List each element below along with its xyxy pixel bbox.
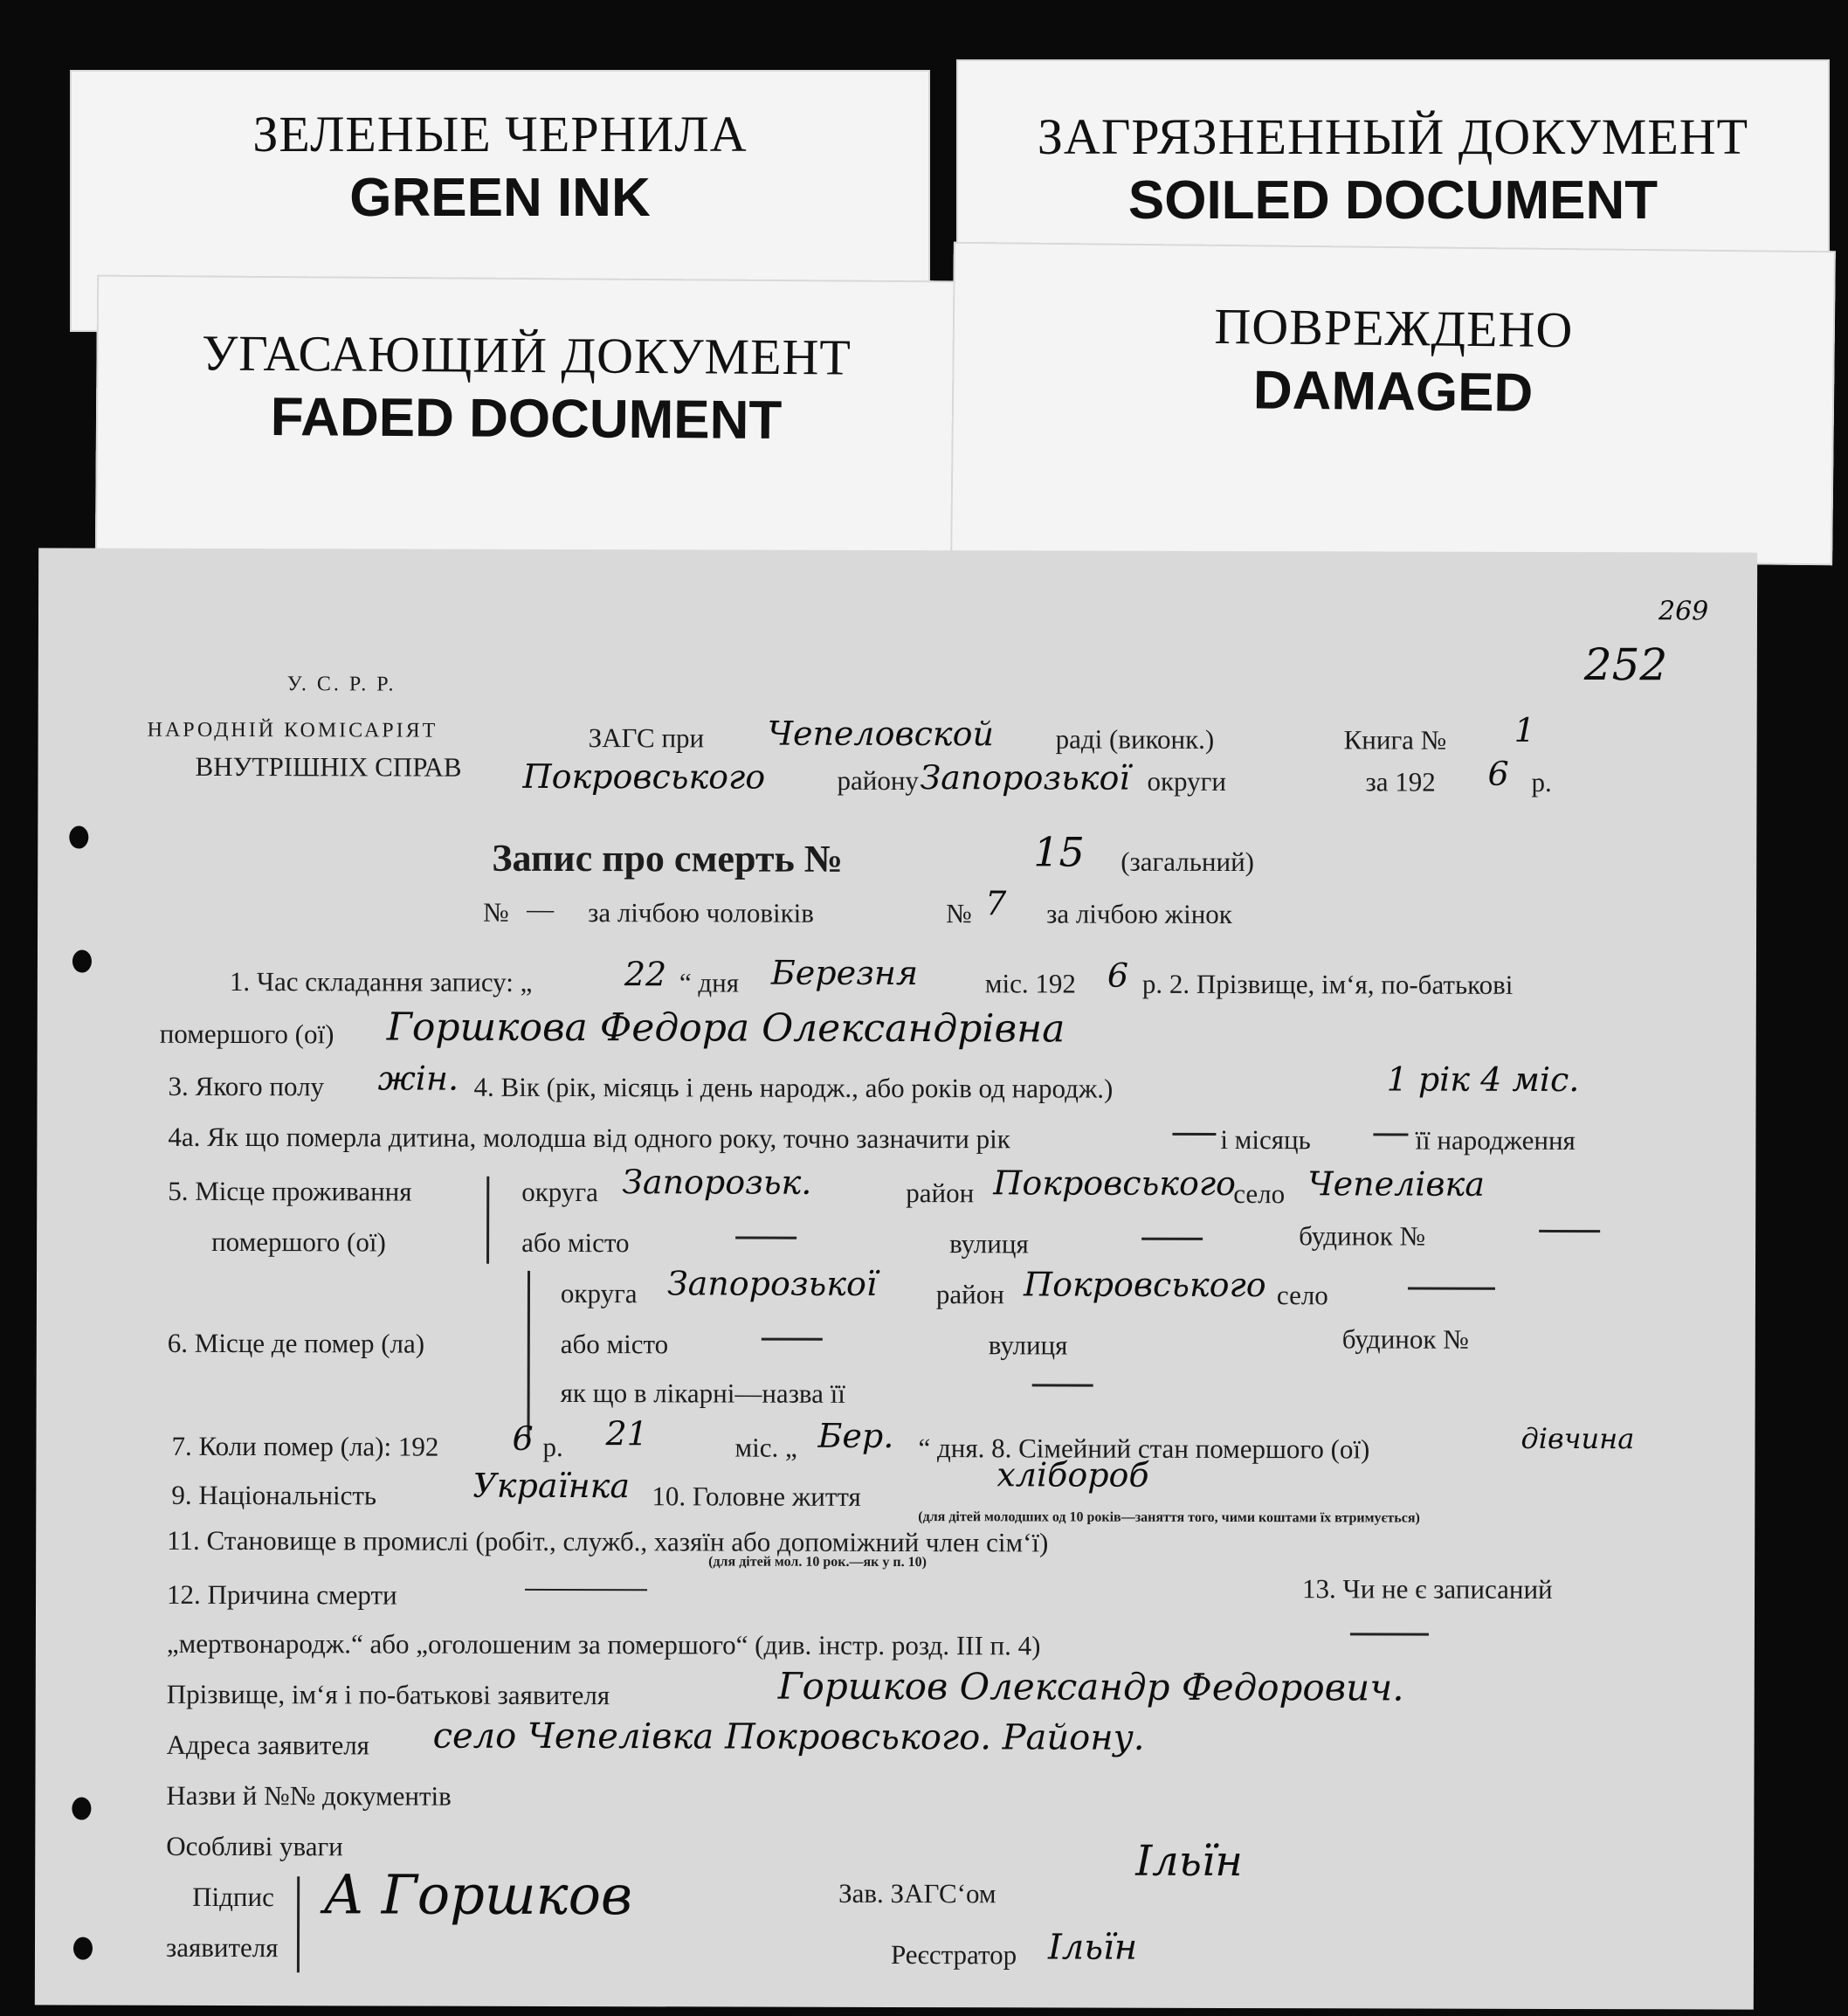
okruga-label: округи: [1147, 765, 1227, 797]
vul-label: вулиця: [988, 1329, 1068, 1361]
death-place-label: 6. Місце де помер (ла): [167, 1327, 425, 1359]
label-en: FADED DOCUMENT: [270, 386, 783, 452]
misto-label: або місто: [560, 1328, 669, 1360]
deceased-label: помершого (ої): [159, 1018, 334, 1050]
record-general: (загальний): [1121, 846, 1255, 878]
commissariat-line1: НАРОДНІЙ КОМІСАРІЯТ: [147, 718, 438, 742]
infant-birth-label: її народження: [1415, 1124, 1576, 1156]
address-label: Адреса заявителя: [166, 1729, 370, 1761]
archive-number-top: 269: [1658, 596, 1709, 627]
label-card-faded: [95, 275, 957, 570]
okruga-value: Запорозьк.: [622, 1163, 812, 1202]
signature-label2: заявителя: [165, 1931, 279, 1964]
death-date-label-a: 7. Коли помер (ла): 192: [171, 1430, 439, 1462]
selo-value: Чепелівка: [1307, 1164, 1485, 1204]
industry-status-label: 11. Становище в промислі (робіт., служб., хазяїн або допоміжний член сім‘ї): [167, 1524, 1049, 1558]
punch-hole: [73, 1937, 93, 1960]
nationality-value: Українка: [472, 1466, 631, 1506]
notes-label: Особливі уваги: [166, 1830, 343, 1862]
commissariat-line2: ВНУТРІШНІХ СПРАВ: [195, 750, 462, 783]
okruga-value: Запорозької: [666, 1264, 878, 1303]
line1-c: міс. 192: [984, 968, 1076, 999]
address-value: село Чепелівка Покровського. Району.: [432, 1716, 1145, 1758]
dash: [1539, 1230, 1600, 1232]
district-place: Покровського: [522, 756, 766, 797]
rayon-value: Покровського: [993, 1163, 1237, 1204]
form-title: Запис про смерть №: [492, 836, 844, 880]
stillborn-text: „мертвонародж.“ або „оголошеним за помершого“ (див. інстр. розд. III п. 4): [166, 1627, 1041, 1661]
declarant-signature: А Горшков: [323, 1862, 633, 1928]
okruga-label: округа: [560, 1277, 638, 1309]
zags-prefix: ЗАГС при: [588, 722, 705, 754]
male-label: за лічбою чоловіків: [588, 897, 814, 929]
registrar-signature: Ільїн: [1047, 1927, 1138, 1968]
label-en: DAMAGED: [1252, 360, 1534, 424]
year-suffix: р.: [1531, 766, 1552, 797]
residence-label2: помершого (ої): [211, 1225, 386, 1258]
age-value: 1 рік 4 міс.: [1386, 1060, 1580, 1100]
declarant-label: Прізвище, ім‘я і по-батькові заявителя: [166, 1678, 610, 1711]
book-label: Книга №: [1343, 724, 1447, 756]
label-ru: ЗЕЛЕНЫЕ ЧЕРНИЛА: [252, 106, 748, 162]
line1-day: 22: [624, 955, 667, 994]
dash: [1172, 1133, 1216, 1136]
year-digit: 6: [1487, 754, 1509, 793]
punch-hole: [72, 1798, 91, 1820]
rayon-label: район: [935, 1279, 1004, 1310]
bracket: [528, 1271, 531, 1442]
vul-label: вулиця: [949, 1228, 1029, 1260]
label-card-damaged: [950, 242, 1836, 566]
female-prefix: №: [946, 898, 972, 929]
nationality-label: 9. Національність: [171, 1479, 377, 1511]
occupation-note: (для дітей молодших од 10 років—заняття того, чими коштами їх втримується): [918, 1509, 1420, 1526]
book-number: 1: [1514, 710, 1535, 749]
death-date-label-b: р.: [542, 1431, 563, 1463]
line1-b: “ дня: [679, 967, 740, 998]
record-number: 15: [1033, 828, 1085, 876]
female-value: 7: [985, 884, 1007, 923]
line1-month: Березня: [770, 953, 919, 993]
label-ru: УГАСАЮЩИЙ ДОКУМЕНТ: [201, 324, 852, 386]
female-label: за лічбою жінок: [1046, 898, 1232, 930]
death-record-form: [35, 548, 1757, 2009]
okruga-label: округа: [521, 1176, 598, 1208]
sex-value: жін.: [377, 1059, 459, 1098]
line1-a: 1. Час складання запису: „: [229, 966, 533, 998]
bud-label: будинок №: [1299, 1220, 1426, 1252]
dash: [1350, 1633, 1429, 1635]
bracket: [486, 1177, 489, 1264]
label-en: GREEN INK: [349, 168, 651, 228]
infant-label: 4а. Як що померла дитина, молодша від одного року, точно зазначити рік: [168, 1121, 1010, 1155]
dash: [525, 1589, 647, 1591]
hospital-label: як що в лікарні—назва її: [560, 1377, 845, 1409]
zags-place: Чепеловской: [767, 714, 995, 754]
punch-hole: [72, 950, 92, 973]
death-day: 21: [605, 1414, 648, 1453]
bud-label: будинок №: [1341, 1323, 1469, 1355]
residence-label1: 5. Місце проживання: [168, 1175, 412, 1207]
docs-label: Назви й №№ документів: [166, 1779, 452, 1812]
head-signature: Ільїн: [1135, 1836, 1243, 1887]
bracket: [297, 1876, 300, 1972]
signature-label1: Підпис: [192, 1881, 274, 1913]
selo-label: село: [1276, 1280, 1328, 1311]
rayon-label: район: [906, 1177, 975, 1209]
label-en: SOILED DOCUMENT: [1127, 170, 1658, 231]
head-label: Зав. ЗАГС‘ом: [838, 1877, 996, 1909]
declarant-value: Горшков Олександр Федорович.: [777, 1664, 1404, 1709]
line1-year: 6: [1107, 956, 1129, 995]
death-date-label-c: міс. „: [734, 1432, 797, 1463]
infant-month-label: і місяць: [1220, 1123, 1311, 1156]
year-prefix: за 192: [1365, 766, 1436, 797]
occupation-label: 10. Головне життя: [652, 1481, 861, 1512]
industry-status-note: (для дітей мол. 10 рок.—як у п. 10): [708, 1554, 927, 1571]
deceased-name: Горшкова Федора Олександрівна: [386, 1005, 1065, 1052]
label-ru: ПОВРЕЖДЕНО: [1214, 297, 1574, 359]
district-label: району: [837, 764, 919, 797]
misto-label: або місто: [521, 1226, 630, 1259]
dash: [735, 1237, 796, 1239]
archive-number: 252: [1583, 639, 1668, 691]
registrar-label: Реєстратор: [890, 1938, 1017, 1971]
label-ru: ЗАГРЯЗНЕННЫЙ ДОКУМЕНТ: [1037, 108, 1749, 165]
stillborn-label: 13. Чи не є записаний: [1302, 1573, 1553, 1605]
marital-status: дівчина: [1520, 1421, 1635, 1456]
occupation-value: хлібороб: [996, 1455, 1149, 1495]
male-prefix: №: [483, 896, 509, 928]
dash: [762, 1338, 823, 1341]
age-label: 4. Вік (рік, місяць і день народж., або років од народж.): [473, 1071, 1114, 1104]
dash: [1032, 1384, 1093, 1386]
cause-label: 12. Причина смерти: [167, 1578, 397, 1611]
dash: [1141, 1238, 1203, 1240]
dash: [1373, 1133, 1408, 1136]
line1-d: р. 2. Прізвище, ім‘я, по-батькові: [1141, 968, 1514, 1000]
death-date-label-d: “ дня. 8. Сімейний стан помершого (ої): [918, 1433, 1370, 1465]
male-value: —: [527, 893, 555, 924]
punch-hole: [69, 826, 88, 849]
ussr-header: У. С. Р. Р.: [286, 673, 396, 696]
selo-label: село: [1233, 1178, 1286, 1210]
death-month: Бер.: [817, 1416, 894, 1455]
sex-label: 3. Якого полу: [168, 1070, 325, 1102]
dash: [1408, 1288, 1495, 1290]
okruga-place: Запорозької: [920, 758, 1130, 797]
zags-suffix: раді (виконк.): [1055, 723, 1215, 755]
death-year: 6: [512, 1419, 534, 1458]
rayon-value: Покровського: [1023, 1265, 1266, 1305]
